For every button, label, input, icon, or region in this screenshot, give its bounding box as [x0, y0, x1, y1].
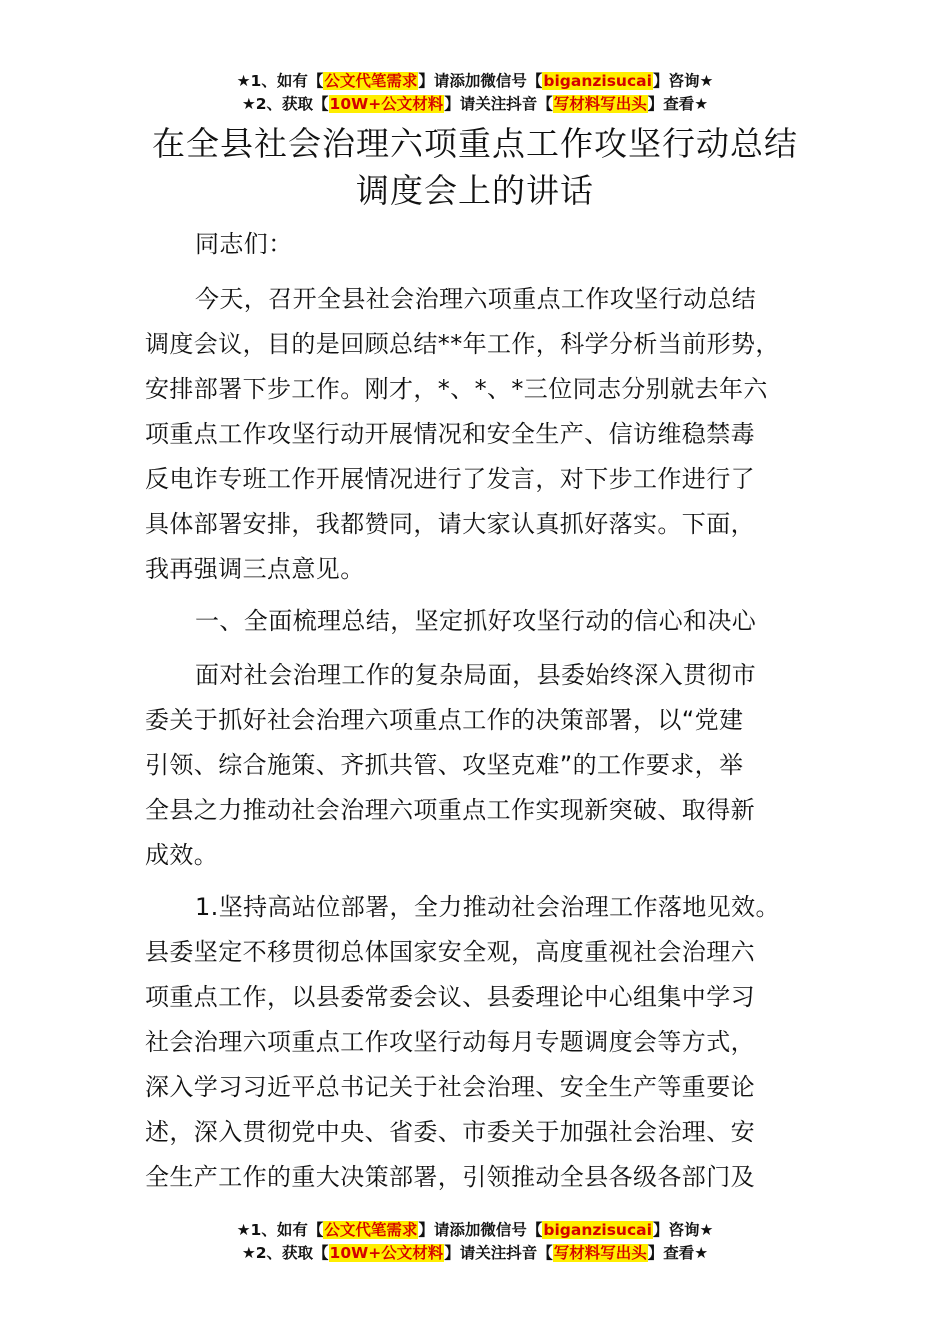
promo-line-2: ★2、获取【10W+公文材料】请关注抖音【写材料写出头】查看★ — [241, 95, 709, 113]
paragraph-line: 引领、综合施策、齐抓共管、攻坚克难”的工作要求，举 — [145, 751, 744, 779]
highlight-douyin-account: 写材料写出头 — [553, 1244, 647, 1262]
footer-promo-banner — [0, 1219, 950, 1265]
highlight-douyin-account: 写材料写出头 — [553, 95, 647, 113]
highlight-materials: 10W+公文材料 — [329, 95, 444, 113]
paragraph-line: 反电诈专班工作开展情况进行了发言，对下步工作进行了 — [145, 465, 755, 493]
paragraph-line: 今天，召开全县社会治理六项重点工作攻坚行动总结 — [195, 285, 757, 313]
paragraph-line: 我再强调三点意见。 — [145, 555, 365, 583]
promo-line-2: ★2、获取【10W+公文材料】请关注抖音【写材料写出头】查看★ — [241, 1244, 709, 1262]
promo-line-1: ★1、如有【公文代笔需求】请添加微信号【biganzisucai】咨询★ — [236, 72, 714, 90]
paragraph-line: 安排部署下步工作。刚才，*、*、*三位同志分别就去年六 — [145, 375, 768, 403]
header-promo-banner — [0, 70, 950, 116]
salutation-text: 同志们： — [195, 230, 293, 258]
document-title-line-2: 调度会上的讲话 — [356, 171, 594, 210]
highlight-ghostwriting: 公文代笔需求 — [324, 72, 418, 90]
promo-line-1: ★1、如有【公文代笔需求】请添加微信号【biganzisucai】咨询★ — [236, 1221, 714, 1239]
paragraph-line: 社会治理六项重点工作攻坚行动每月专题调度会等方式， — [145, 1028, 755, 1056]
paragraph-line: 项重点工作攻坚行动开展情况和安全生产、信访维稳禁毒 — [145, 420, 755, 448]
document-title-line-1: 在全县社会治理六项重点工作攻坚行动总结 — [152, 124, 798, 163]
paragraph — [145, 277, 825, 592]
paragraph-line: 成效。 — [145, 841, 219, 869]
paragraph — [145, 885, 825, 1200]
paragraph-line: 委关于抓好社会治理六项重点工作的决策部署，以“党建 — [145, 706, 744, 734]
paragraph-line: 深入学习习近平总书记关于社会治理、安全生产等重要论 — [145, 1073, 755, 1101]
paragraph-line: 1.坚持高站位部署，全力推动社会治理工作落地见效。 — [195, 893, 780, 921]
highlight-wechat-id: biganzisucai — [543, 1221, 652, 1239]
paragraph-line: 述，深入贯彻党中央、省委、市委关于加强社会治理、安 — [145, 1118, 755, 1146]
highlight-ghostwriting: 公文代笔需求 — [324, 1221, 418, 1239]
paragraph-line: 调度会议，目的是回顾总结**年工作，科学分析当前形势， — [145, 330, 780, 358]
paragraph-line: 县委坚定不移贯彻总体国家安全观，高度重视社会治理六 — [145, 938, 755, 966]
paragraph — [145, 653, 825, 878]
paragraph — [145, 599, 825, 644]
paragraph-line: 项重点工作，以县委常委会议、县委理论中心组集中学习 — [145, 983, 755, 1011]
salutation — [145, 222, 825, 267]
paragraph-line: 一、全面梳理总结，坚定抓好攻坚行动的信心和决心 — [195, 607, 757, 635]
paragraph-line: 具体部署安排，我都赞同，请大家认真抓好落实。下面， — [145, 510, 755, 538]
paragraph-line: 面对社会治理工作的复杂局面，县委始终深入贯彻市 — [195, 661, 757, 689]
highlight-wechat-id: biganzisucai — [543, 72, 652, 90]
paragraph-line: 全生产工作的重大决策部署，引领推动全县各级各部门及 — [145, 1163, 755, 1191]
highlight-materials: 10W+公文材料 — [329, 1244, 444, 1262]
paragraph-line: 全县之力推动社会治理六项重点工作实现新突破、取得新 — [145, 796, 755, 824]
